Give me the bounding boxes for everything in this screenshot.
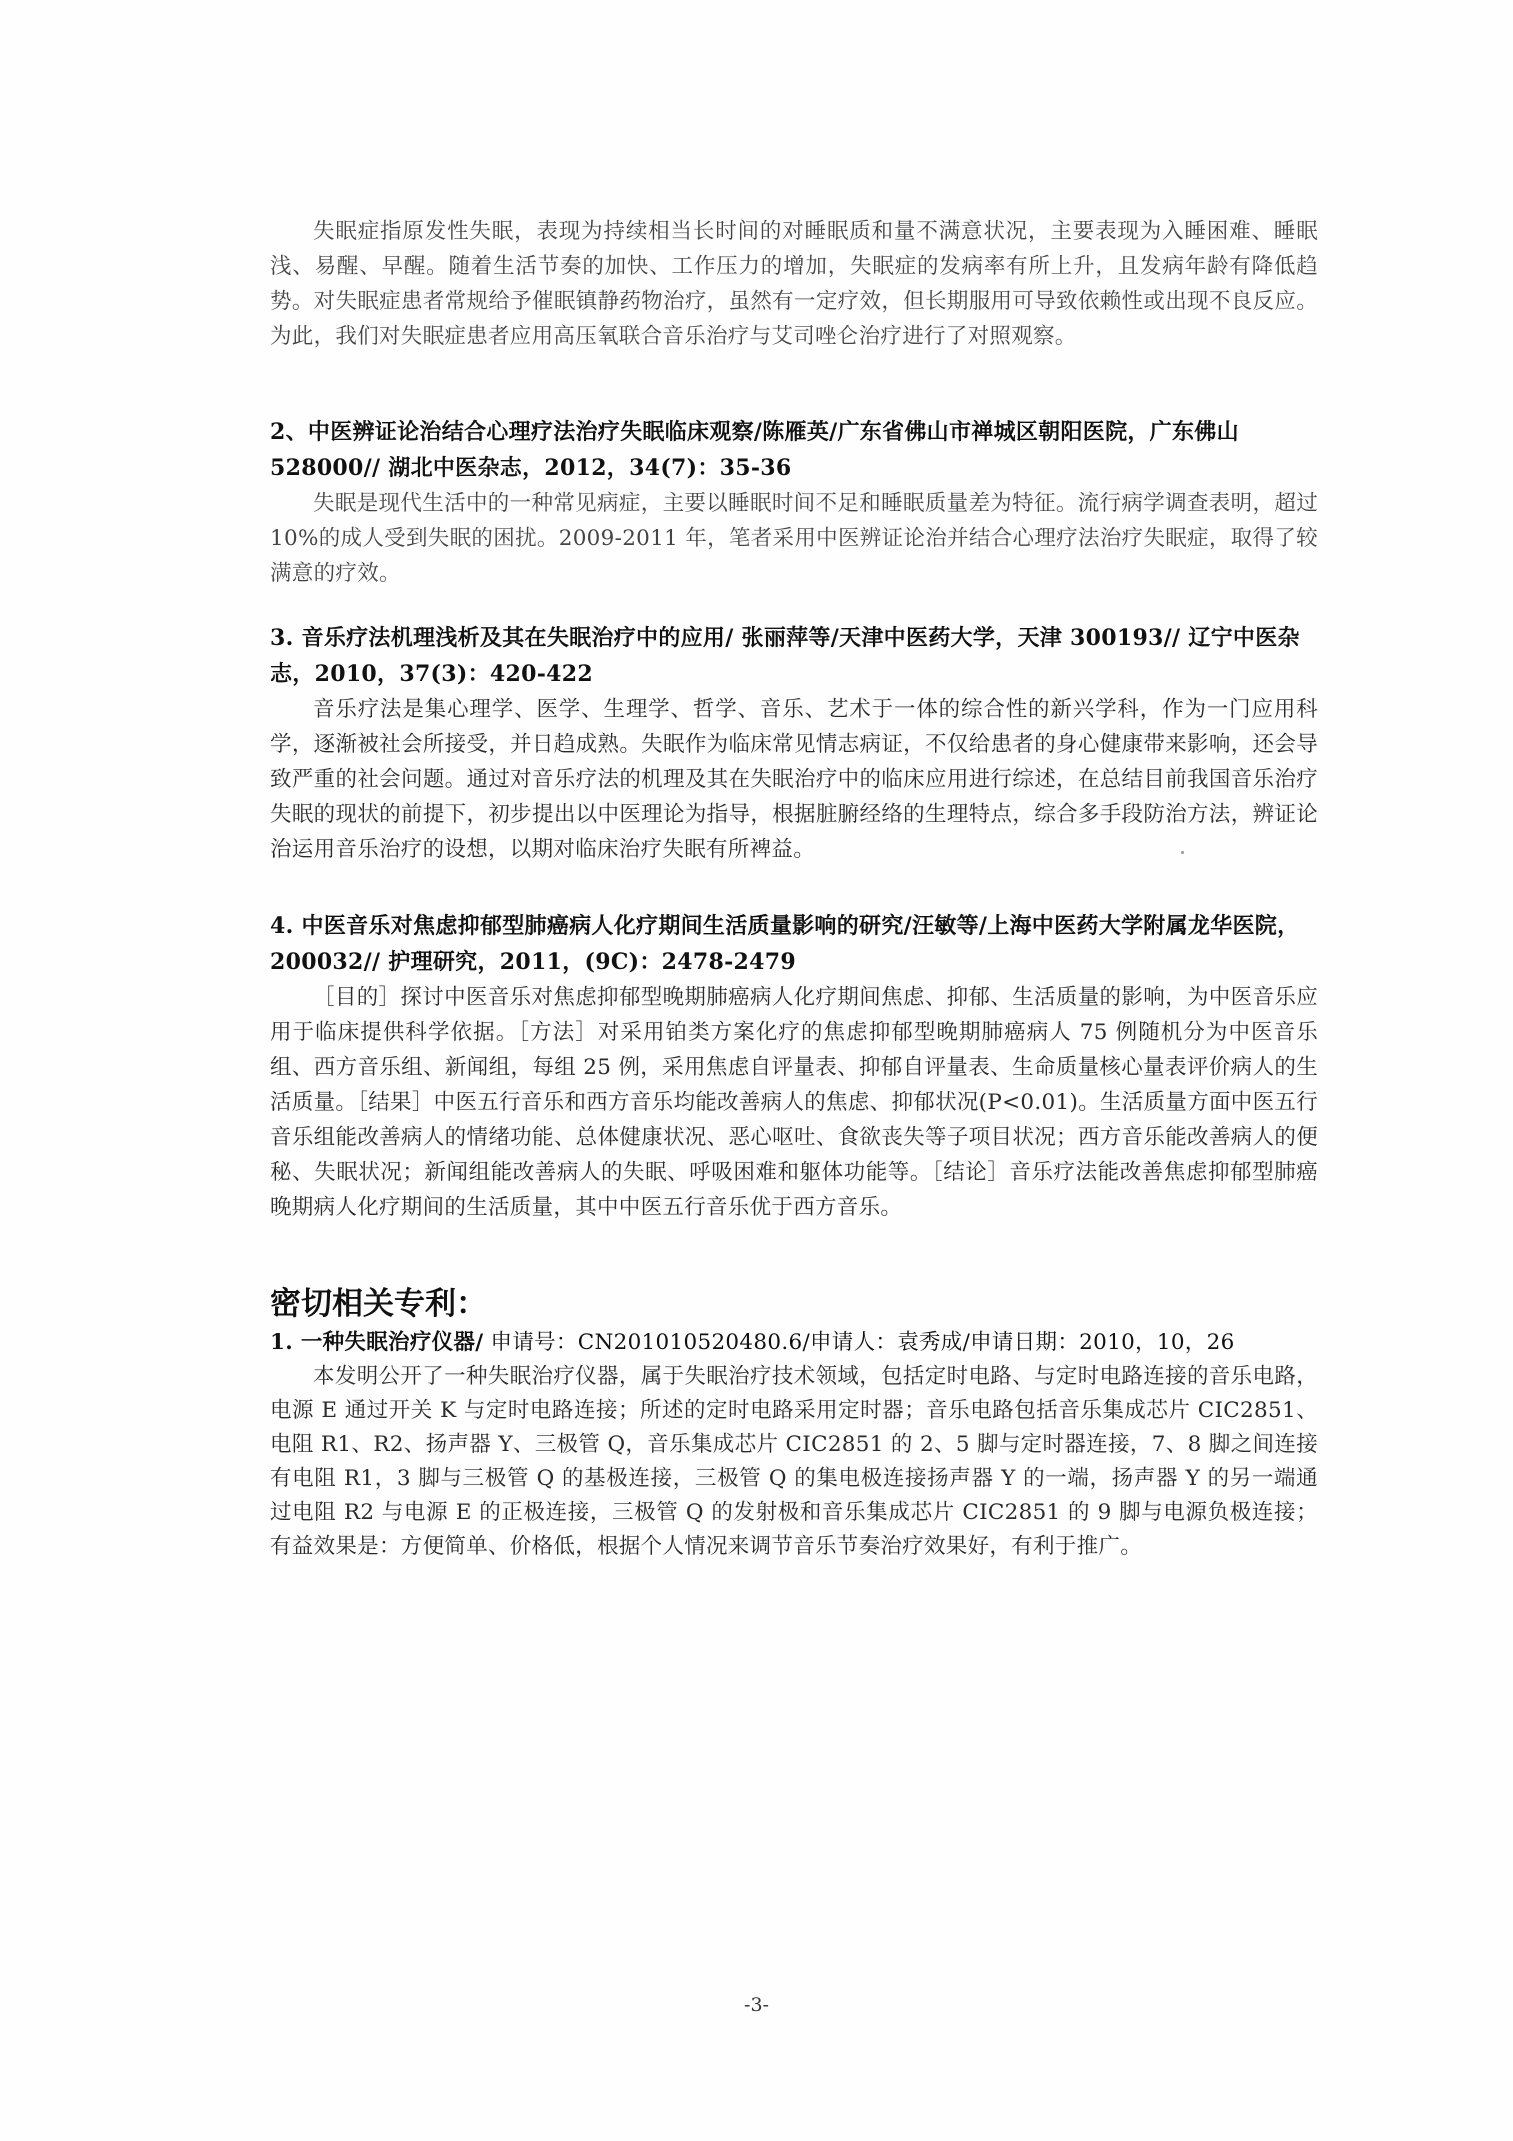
scan-speck — [1181, 851, 1184, 854]
patent-heading — [270, 1326, 1318, 1360]
page-number: -3- — [744, 1994, 769, 2016]
reference-abstract: 失眠是现代生活中的一种常见病症，主要以睡眠时间不足和睡眠质量差为特征。流行病学调查表明，超过 10%的成人受到失眠的困扰。2009-2011 年，笔者采用中医辨证论治并结合心理疗法治疗失眠症，取得了较满意的疗效。 — [270, 491, 1318, 586]
intro-block — [270, 214, 1318, 354]
section-title: 密切相关专利： — [270, 1286, 487, 1322]
patent-meta: 申请号：CN201010520480.6/申请人：袁秀成/申请日期：2010，10，26 — [483, 1330, 1235, 1355]
patent-abstract: 本发明公开了一种失眠治疗仪器，属于失眠治疗技术领域，包括定时电路、与定时电路连接的音乐电路，电源 E 通过开关 K 与定时电路连接；所述的定时电路采用定时器；音乐电路包括音乐集成芯片 CIC2851、电阻 R1、R2、扬声器 Y、三极管 Q，音乐集成芯片 CIC2851 的 2、5 脚与定时器连接，7、8 脚之间连接有电阻 R1，3 脚与三极管 Q 的基极连接，三极管 Q 的集电极连接扬声器 Y 的一端，扬声器 Y 的另一端通过电阻 R2 与电源 E 的正极连接，三极管 Q 的发射极和音乐集成芯片 CIC2851 的 9 脚与电源负极连接；有益效果是：方便简单、价格低，根据个人情况来调节音乐节奏治疗效果好，有利于推广。 — [270, 1364, 1318, 1559]
reference-heading: 4. 中医音乐对焦虑抑郁型肺癌病人化疗期间生活质量影响的研究/汪敏等/上海中医药大学附属龙华医院，200032// 护理研究，2011，(9C)：2478-2479 — [270, 913, 1300, 975]
patents-section — [270, 1282, 1318, 1564]
patent-title: 1. 一种失眠治疗仪器/ — [270, 1330, 484, 1355]
reference-4 — [270, 908, 1318, 1225]
reference-heading: 2、中医辨证论治结合心理疗法治疗失眠临床观察/陈雁英/广东省佛山市禅城区朝阳医院，广东佛山 528000// 湖北中医杂志，2012，34(7)：35-36 — [270, 419, 1239, 481]
intro-paragraph: 失眠症指原发性失眠，表现为持续相当长时间的对睡眠质和量不满意状况，主要表现为入睡困难、睡眠浅、易醒、早醒。随着生活节奏的加快、工作压力的增加，失眠症的发病率有所上升，且发病年龄有降低趋势。对失眠症患者常规给予催眠镇静药物治疗，虽然有一定疗效，但长期服用可导致依赖性或出现不良反应。为此，我们对失眠症患者应用高压氧联合音乐治疗与艾司唑仑治疗进行了对照观察。 — [270, 219, 1318, 349]
reference-2 — [270, 414, 1318, 591]
reference-3 — [270, 620, 1318, 867]
reference-abstract: ［目的］探讨中医音乐对焦虑抑郁型晚期肺癌病人化疗期间焦虑、抑郁、生活质量的影响，为中医音乐应用于临床提供科学依据。［方法］对采用铂类方案化疗的焦虑抑郁型晚期肺癌病人 75 例随机分为中医音乐组、西方音乐组、新闻组，每组 25 例，采用焦虑自评量表、抑郁自评量表、生命质量核心量表评价病人的生活质量。［结果］中医五行音乐和西方音乐均能改善病人的焦虑、抑郁状况(P<0.01)。生活质量方面中医五行音乐组能改善病人的情绪功能、总体健康状况、恶心呕吐、食欲丧失等子项目状况；西方音乐能改善病人的便秘、失眠状况；新闻组能改善病人的失眠、呼吸困难和躯体功能等。［结论］音乐疗法能改善焦虑抑郁型肺癌晚期病人化疗期间的生活质量，其中中医五行音乐优于西方音乐。 — [270, 985, 1318, 1220]
reference-heading: 3. 音乐疗法机理浅析及其在失眠治疗中的应用/ 张丽萍等/天津中医药大学，天津 300193// 辽宁中医杂志，2010，37(3)：420-422 — [270, 625, 1300, 687]
reference-abstract: 音乐疗法是集心理学、医学、生理学、哲学、音乐、艺术于一体的综合性的新兴学科，作为一门应用科学，逐渐被社会所接受，并日趋成熟。失眠作为临床常见情志病证，不仅给患者的身心健康带来影响，还会导致严重的社会问题。通过对音乐疗法的机理及其在失眠治疗中的临床应用进行综述，在总结目前我国音乐治疗失眠的现状的前提下，初步提出以中医理论为指导，根据脏腑经络的生理特点，综合多手段防治方法，辨证论治运用音乐治疗的设想，以期对临床治疗失眠有所裨益。 — [270, 697, 1318, 862]
